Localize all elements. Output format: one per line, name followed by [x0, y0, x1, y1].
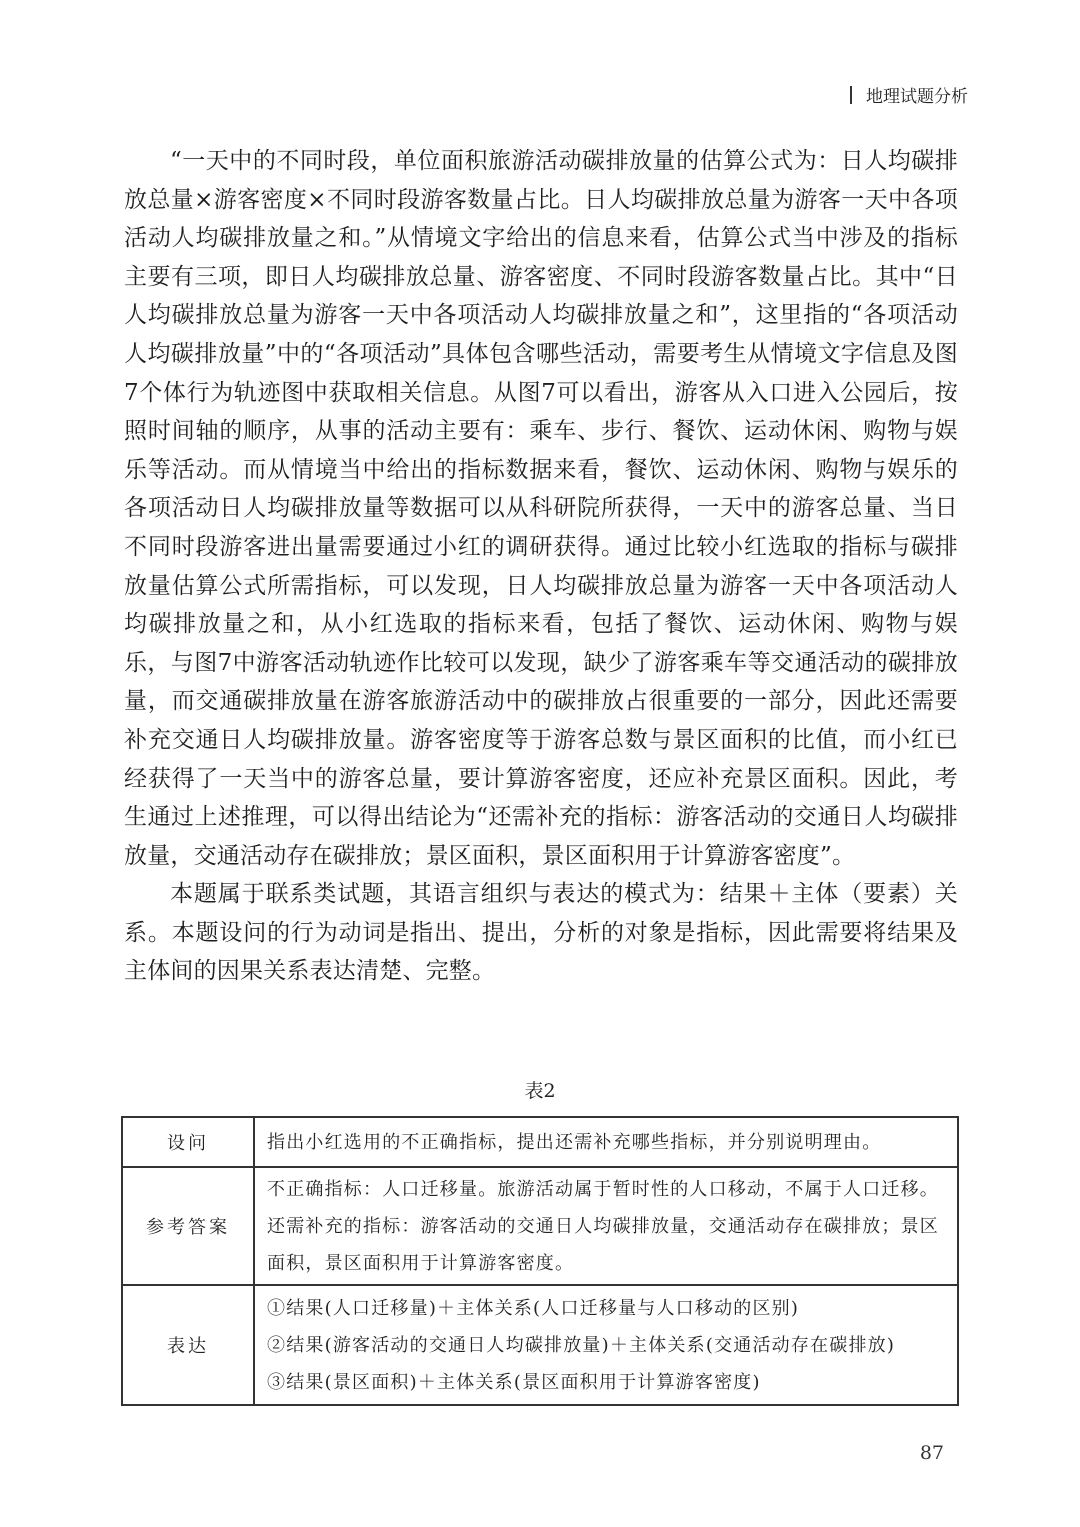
body-text: [124, 142, 958, 991]
table-row-answer: [122, 1167, 958, 1285]
expression-line: ②结果(游客活动的交通日人均碳排放量)＋主体关系(交通活动存在碳排放): [267, 1334, 896, 1356]
expression-label: 表达: [122, 1285, 254, 1405]
answer-table: [121, 1116, 959, 1406]
expression-line: ③结果(景区面积)＋主体关系(景区面积用于计算游客密度): [267, 1371, 761, 1393]
expression-line: ①结果(人口迁移量)＋主体关系(人口迁移量与人口移动的区别): [267, 1297, 800, 1319]
paragraph-question-type: 本题属于联系类试题，其语言组织与表达的模式为：结果＋主体（要素）关系。本题设问的行为动词是指出、提出，分析的对象是指标，因此需要将结果及主体间的因果关系表达清楚、完整。: [124, 881, 958, 985]
answer-label: 参考答案: [122, 1167, 254, 1285]
running-head: [850, 82, 968, 107]
question-label: 设问: [122, 1117, 254, 1167]
table-title: 表2: [524, 1080, 556, 1102]
paragraph-analysis: “一天中的不同时段，单位面积旅游活动碳排放量的估算公式为：日人均碳排放总量×游客密度×不同时段游客数量占比。日人均碳排放总量为游客一天中各项活动人均碳排放量之和。”从情境文字给出的信息来看，估算公式当中涉及的指标主要有三项，即日人均碳排放总量、游客密度、不同时段游客数量占比。其中“日人均碳排放总量为游客一天中各项活动人均碳排放量之和”，这里指的“各项活动人均碳排放量”中的“各项活动”具体包含哪些活动，需要考生从情境文字信息及图7个体行为轨迹图中获取相关信息。从图7可以看出，游客从入口进入公园后，按照时间轴的顺序，从事的活动主要有：乘车、步行、餐饮、运动休闲、购物与娱乐等活动。而从情境当中给出的指标数据来看，餐饮、运动休闲、购物与娱乐的各项活动日人均碳排放量等数据可以从科研院所获得，一天中的游客总量、当日不同时段游客进出量需要通过小红的调研获得。通过比较小红选取的指标与碳排放量估算公式所需指标，可以发现，日人均碳排放总量为游客一天中各项活动人均碳排放量之和，从小红选取的指标来看，包括了餐饮、运动休闲、购物与娱乐，与图7中游客活动轨迹作比较可以发现，缺少了游客乘车等交通活动的碳排放量，而交通碳排放量在游客旅游活动中的碳排放占很重要的一部分，因此还需要补充交通日人均碳排放量。游客密度等于游客总数与景区面积的比值，而小红已经获得了一天当中的游客总量，要计算游客密度，还应补充景区面积。因此，考生通过上述推理，可以得出结论为“还需补充的指标：游客活动的交通日人均碳排放量，交通活动存在碳排放；景区面积，景区面积用于计算游客密度”。: [124, 148, 958, 869]
answer-text: 不正确指标：人口迁移量。旅游活动属于暂时性的人口移动，不属于人口迁移。还需补充的指标：游客活动的交通日人均碳排放量，交通活动存在碳排放；景区面积，景区面积用于计算游客密度。: [254, 1167, 958, 1285]
question-text: 指出小红选用的不正确指标，提出还需补充哪些指标，并分别说明理由。: [254, 1117, 958, 1167]
table-row-expression: [122, 1285, 958, 1405]
running-head-divider: [850, 86, 852, 104]
expression-content: [254, 1285, 958, 1405]
page-number: 87: [919, 1442, 944, 1464]
table-row-question: [122, 1117, 958, 1167]
running-head-title: 地理试题分析: [866, 87, 968, 107]
